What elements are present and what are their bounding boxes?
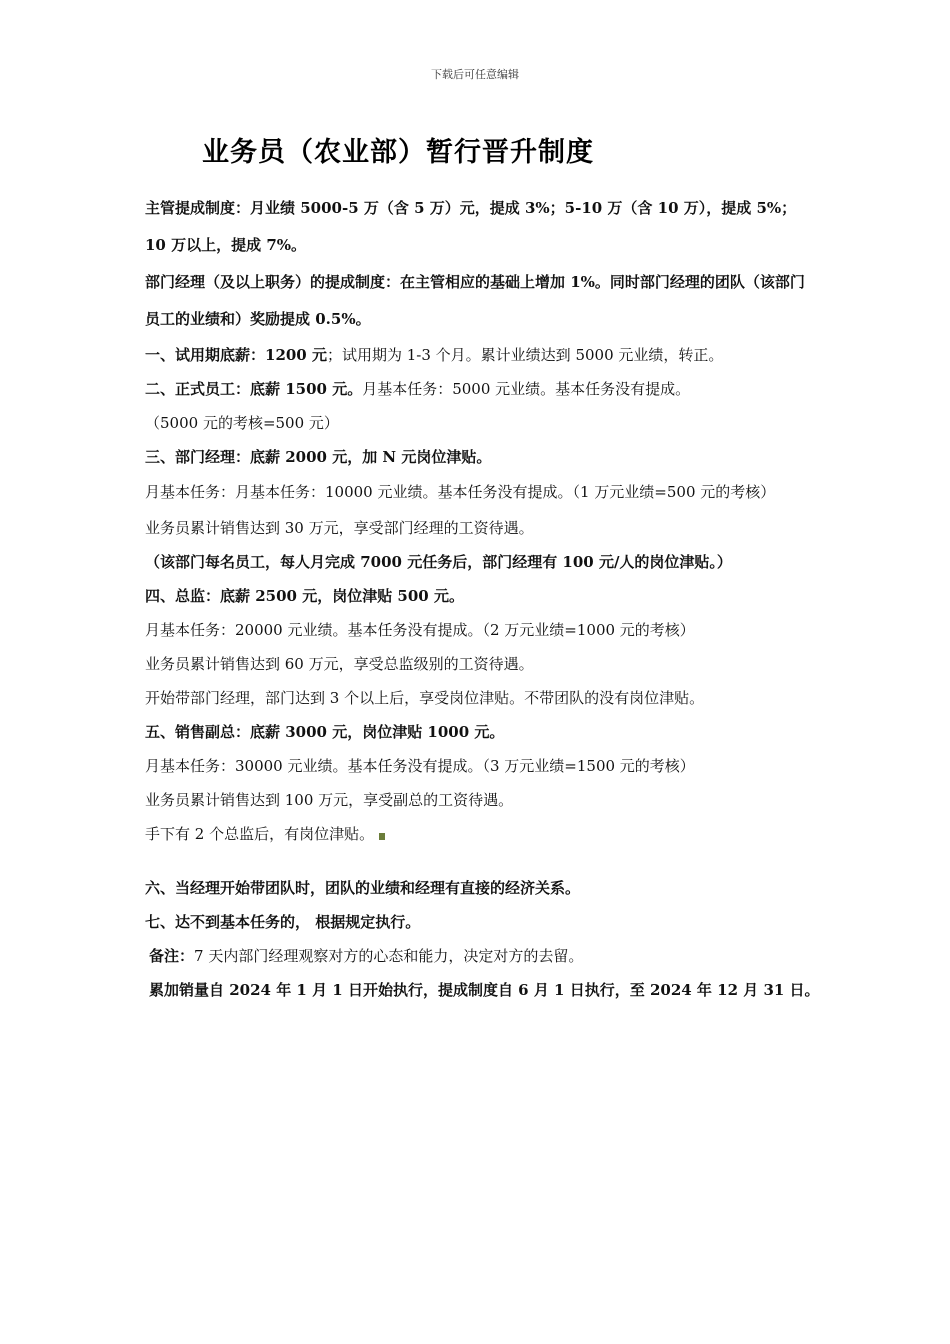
section-3-task: 月基本任务：月基本任务：10000 元业绩。基本任务没有提成。（1 万元业绩=500 元的考核）	[145, 483, 776, 501]
section-2-heading: 二、正式员工：底薪 1500 元。	[145, 380, 363, 398]
spacer	[145, 851, 815, 871]
section-1-text: ；试用期为 1-3 个月。累计业绩达到 5000 元业绩，转正。	[326, 346, 724, 364]
remark	[145, 939, 815, 973]
section-5-line-2: 业务员累计销售达到 100 万元，享受副总的工资待遇。	[145, 791, 514, 809]
section-4-heading: 四、总监：底薪 2500 元，岗位津贴 500 元。	[145, 587, 464, 605]
section-2	[145, 372, 815, 406]
document-body	[145, 190, 820, 1007]
section-5-heading: 五、销售副总：底薪 3000 元，岗位津贴 1000 元。	[145, 723, 505, 741]
document-title: 业务员（农业部）暂行晋升制度	[202, 137, 594, 168]
section-5-line-3-text: 手下有 2 个总监后，有岗位津贴。	[145, 825, 375, 843]
section-4-line-3: 开始带部门经理，部门达到 3 个以上后，享受岗位津贴。不带团队的没有岗位津贴。	[145, 689, 705, 707]
section-5-task: 月基本任务：30000 元业绩。基本任务没有提成。（3 万元业绩=1500 元的考核）	[145, 757, 695, 775]
supervisor-commission-paragraph: 主管提成制度：月业绩 5000-5 万（含 5 万）元，提成 3%；5-10 万（含 10 万），提成 5%；10 万以上，提成 7%。	[145, 199, 797, 254]
section-4-line-2: 业务员累计销售达到 60 万元，享受总监级别的工资待遇。	[145, 655, 534, 673]
remark-text: 7 天内部门经理观察对方的心态和能力，决定对方的去留。	[194, 947, 584, 965]
section-2-text: 月基本任务：5000 元业绩。基本任务没有提成。	[362, 380, 691, 398]
section-2-note: （5000 元的考核=500 元）	[145, 414, 339, 432]
header-note: 下载后可任意编辑	[431, 68, 519, 81]
section-3-line-2: 业务员累计销售达到 30 万元，享受部门经理的工资待遇。	[145, 519, 534, 537]
section-3-heading: 三、部门经理：底薪 2000 元，加 N 元岗位津贴。	[145, 448, 492, 466]
section-3-bonus: （该部门每名员工，每人月完成 7000 元任务后，部门经理有 100 元/人的岗位津贴。）	[145, 553, 732, 571]
section-6: 六、当经理开始带团队时，团队的业绩和经理有直接的经济关系。	[145, 879, 581, 897]
manager-commission-paragraph: 部门经理（及以上职务）的提成制度：在主管相应的基础上增加 1%。同时部门经理的团队（该部门员工的业绩和）奖励提成 0.5%。	[145, 273, 805, 328]
final-statement: 累加销量自 2024 年 1 月 1 日开始执行，提成制度自 6 月 1 日执行，至 2024 年 12 月 31 日。	[149, 981, 820, 999]
section-5-line-3	[145, 817, 815, 851]
section-7: 七、达不到基本任务的， 根据规定执行。	[145, 913, 421, 931]
anchor-marker-icon	[379, 833, 385, 840]
section-1-heading: 一、试用期底薪：1200 元	[145, 346, 327, 364]
remark-label: 备注：	[149, 947, 195, 965]
section-4-task: 月基本任务：20000 元业绩。基本任务没有提成。（2 万元业绩=1000 元的考核）	[145, 621, 695, 639]
section-1	[145, 338, 815, 372]
